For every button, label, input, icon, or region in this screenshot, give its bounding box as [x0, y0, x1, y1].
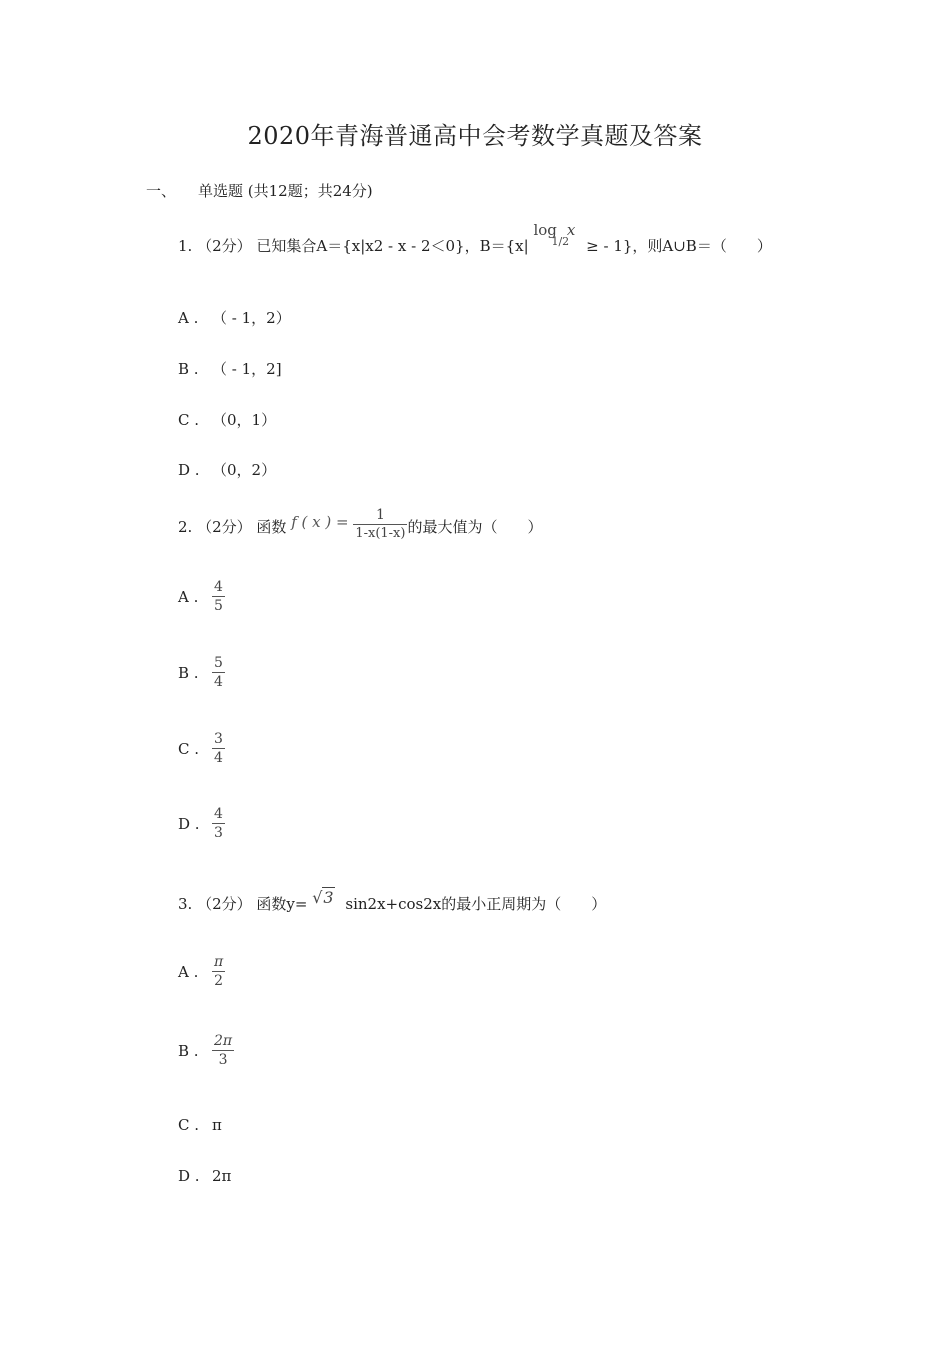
section-label: 单选题 (共12题；共24分) [198, 182, 373, 200]
option-fraction [212, 1034, 234, 1067]
option-label: C . [178, 411, 200, 429]
question-3 [178, 888, 607, 914]
log-base: 1/2 [551, 235, 570, 248]
question-3-suffix: sin2x+cos2x的最小正周期为（ ） [345, 895, 607, 913]
function-name: f ( x ) = [291, 513, 349, 531]
fraction-numerator: 2π [214, 1033, 233, 1049]
fraction-numerator: 1 [375, 507, 385, 523]
q3-option-d[interactable] [178, 1167, 231, 1185]
option-text: （ - 1，2） [212, 309, 291, 327]
fraction-denominator: 2 [214, 973, 224, 989]
question-3-prefix: 3. （2分） 函数y= [178, 895, 308, 913]
option-text: π [212, 1116, 222, 1134]
option-text: （0，1） [212, 411, 277, 429]
q3-option-b[interactable] [178, 1034, 234, 1067]
log-expression [533, 221, 575, 248]
option-text: （ - 1，2] [212, 360, 282, 378]
question-2-suffix: 的最大值为（ ） [407, 518, 543, 536]
q1-option-c[interactable] [178, 409, 276, 430]
option-fraction [212, 807, 225, 840]
option-label: C . [178, 739, 200, 758]
q2-option-d[interactable] [178, 807, 225, 840]
fraction-numerator: π [214, 954, 224, 970]
fraction-denominator: 5 [214, 598, 223, 614]
fraction-numerator: 4 [214, 579, 223, 595]
option-label: B . [178, 360, 199, 378]
q3-option-a[interactable] [178, 955, 225, 988]
option-fraction [212, 580, 225, 613]
fraction-denominator: 4 [214, 750, 223, 766]
sqrt-expression: √3 [312, 888, 334, 907]
option-label: D . [178, 814, 200, 833]
q2-option-a[interactable] [178, 580, 225, 613]
q1-option-b[interactable] [178, 358, 282, 379]
question-2-prefix: 2. （2分） 函数 [178, 518, 287, 536]
sqrt-argument: 3 [323, 888, 334, 907]
q3-option-c[interactable] [178, 1116, 222, 1134]
fraction-denominator: 1-x(1-x) [355, 526, 406, 541]
fraction-numerator: 4 [214, 806, 223, 822]
fraction-denominator: 3 [218, 1052, 228, 1068]
option-label: A . [178, 309, 199, 327]
q1-option-d[interactable] [178, 459, 276, 480]
question-1-suffix: ≥ - 1}，则A∪B＝（ ） [586, 237, 772, 255]
option-label: A . [178, 587, 199, 606]
option-label: B . [178, 1041, 199, 1060]
fraction-denominator: 4 [214, 674, 223, 690]
fraction-numerator: 3 [214, 731, 223, 747]
question-1 [178, 221, 772, 262]
question-1-prefix: 1. （2分） 已知集合A＝{x|x2 - x - 2＜0}，B＝{x| [178, 237, 529, 255]
option-text: （0，2） [212, 461, 277, 479]
option-text: 2π [212, 1167, 232, 1185]
section-heading [146, 180, 373, 201]
option-label: D . [178, 461, 200, 479]
q2-option-b[interactable] [178, 656, 225, 689]
option-label: A . [178, 962, 199, 981]
q2-option-c[interactable] [178, 732, 225, 765]
option-label: D . [178, 1167, 200, 1185]
option-fraction [212, 656, 225, 689]
option-label: C . [178, 1116, 200, 1134]
fraction-denominator: 3 [214, 825, 223, 841]
question-2 [178, 507, 543, 544]
option-label: B . [178, 663, 199, 682]
option-fraction [212, 732, 225, 765]
function-fraction [353, 508, 407, 540]
log-text: log [533, 221, 557, 239]
q1-option-a[interactable] [178, 307, 291, 328]
fraction-numerator: 5 [214, 655, 223, 671]
section-number: 一、 [146, 182, 177, 200]
page-title: 2020年青海普通高中会考数学真题及答案 [247, 122, 703, 150]
option-fraction [212, 955, 225, 988]
log-var: x [566, 221, 576, 239]
